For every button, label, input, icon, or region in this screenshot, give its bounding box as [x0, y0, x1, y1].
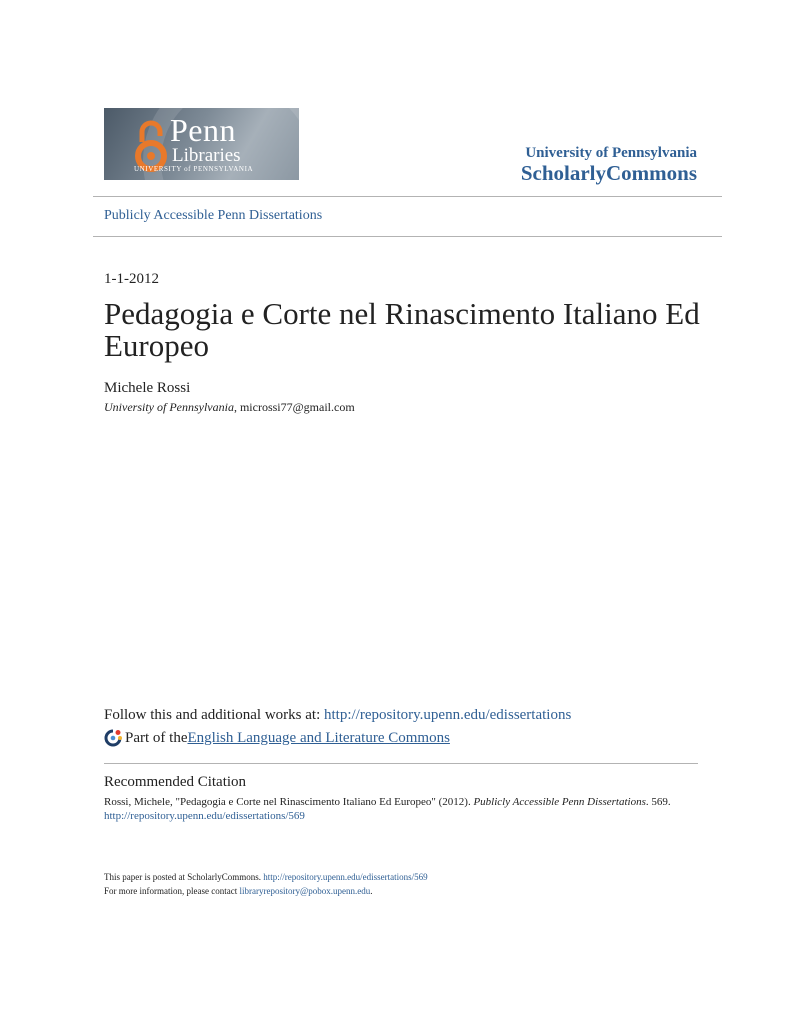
brand-scholarly-commons: ScholarlyCommons	[520, 160, 697, 185]
paper-title: Pedagogia e Corte nel Rinascimento Italiano Ed Europeo	[104, 296, 700, 363]
contact-end: .	[370, 886, 373, 896]
contact-email-link[interactable]: libraryrepository@pobox.upenn.edu	[239, 886, 371, 896]
citation-series: Publicly Accessible Penn Dissertations	[473, 796, 646, 808]
citation-text	[104, 795, 704, 823]
logo-penn-text: Penn	[170, 112, 236, 148]
posted-label: This paper is posted at ScholarlyCommons.	[104, 872, 264, 882]
part-of-line	[104, 729, 450, 747]
publication-date: 1-1-2012	[104, 271, 159, 287]
penn-libraries-logo[interactable]	[104, 108, 299, 180]
logo-university-text: UNIVERSITY of PENNSYLVANIA	[134, 165, 254, 173]
footer-notes	[104, 870, 428, 898]
posted-url-link[interactable]: http://repository.upenn.edu/edissertations/569	[263, 872, 428, 882]
follow-label: Follow this and additional works at:	[104, 707, 324, 723]
brand-university: University of Pennsylvania	[525, 145, 697, 161]
citation-number: . 569.	[645, 796, 671, 808]
author-email: , microssi77@gmail.com	[233, 400, 355, 414]
scholarly-commons-brand[interactable]	[521, 145, 697, 185]
collection-link[interactable]: Publicly Accessible Penn Dissertations	[104, 208, 323, 223]
logo-libraries-text: Libraries	[172, 145, 241, 166]
author-institution: University of Pennsylvania	[104, 400, 234, 414]
citation-body: Rossi, Michele, "Pedagogia e Corte nel Rinascimento Italiano Ed Europeo" (2012).	[104, 796, 474, 808]
network-icon	[104, 729, 122, 747]
commons-link[interactable]: English Language and Literature Commons	[187, 729, 450, 746]
follow-url-link[interactable]: http://repository.upenn.edu/edissertations	[323, 707, 572, 723]
author-name: Michele Rossi	[104, 380, 191, 396]
contact-label: For more information, please contact	[104, 886, 240, 896]
author-affiliation	[104, 400, 355, 415]
citation-url-link[interactable]: http://repository.upenn.edu/edissertations/569	[104, 810, 305, 822]
recommended-citation-heading: Recommended Citation	[104, 774, 247, 790]
header-divider	[93, 196, 722, 197]
collection-divider	[93, 236, 722, 237]
part-of-label: Part of the	[125, 729, 188, 746]
follow-line	[104, 707, 571, 724]
citation-divider	[104, 763, 698, 764]
